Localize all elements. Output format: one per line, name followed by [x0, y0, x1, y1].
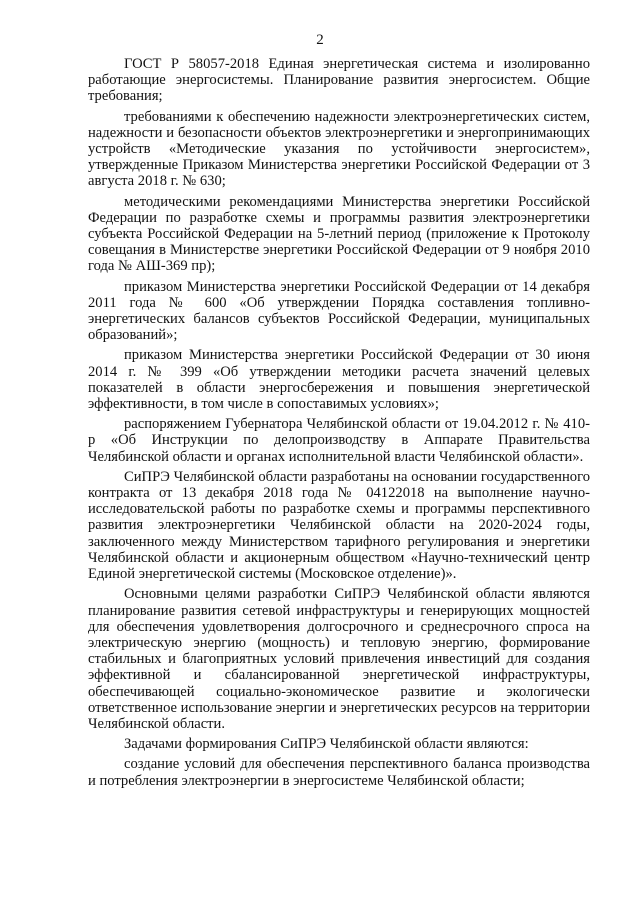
paragraph-contract: СиПРЭ Челябинской области разработаны на основании государственного контракта от 13 декабря 2018 года № 04122018 на выполнение научно-исследовательской работы по разработке схемы и программы перспективного развития электроэнергетики Челябинской области на 2020-2024 годы, заключенного между Министерством тарифного регулирования и энергетики Челябинской области и акционерным обществом «Научно-технический центр Единой энергетической системы (Московское отделение)». — [88, 468, 590, 583]
document-body — [88, 56, 590, 793]
page-number: 2 — [316, 32, 324, 48]
paragraph-task-balance: создание условий для обеспечения перспективного баланса производства и потребления электроэнергии в энергосистеме Челябинской области; — [88, 756, 590, 789]
paragraph-governor-order: распоряжением Губернатора Челябинской области от 19.04.2012 г. № 410-р «Об Инструкции по делопроизводству в Аппарате Правительства Челябинской области и органах исполнительной власти Челябинской области». — [88, 416, 590, 465]
paragraph-gost: ГОСТ Р 58057-2018 Единая энергетическая система и изолированно работающие энергосистемы. Планирование развития энергосистем. Общие требования; — [88, 56, 590, 105]
paragraph-reliability-requirements: требованиями к обеспечению надежности электроэнергетических систем, надежности и безопасности объектов электроэнергетики и энергопринимающих устройств «Методические указания по устойчивости энергосистем», утвержденные Приказом Министерства энергетики Российской Федерации от 3 августа 2018 г. № 630; — [88, 108, 590, 190]
paragraph-order-600: приказом Министерства энергетики Российской Федерации от 14 декабря 2011 года № 600 «Об утверждении Порядка составления топливно-энергетических балансов субъектов Российской Федерации, муниципальных образований»; — [88, 278, 590, 344]
paragraph-order-399: приказом Министерства энергетики Российской Федерации от 30 июня 2014 г. № 399 «Об утверждении методики расчета значений целевых показателей в области энергосбережения и повышения энергетической эффективности, в том числе в сопоставимых условиях»; — [88, 347, 590, 413]
paragraph-methodical-recommendations: методическими рекомендациями Министерства энергетики Российской Федерации по разработке схемы и программы развития электроэнергетики субъекта Российской Федерации на 5-летний период (приложение к Протоколу совещания в Министерстве энергетики Российской Федерации от 9 ноября 2010 года № АШ-369 пр); — [88, 193, 590, 275]
paragraph-tasks-intro: Задачами формирования СиПРЭ Челябинской области являются: — [124, 736, 529, 753]
paragraph-goals: Основными целями разработки СиПРЭ Челябинской области являются планирование развития сетевой инфраструктуры и генерирующих мощностей для обеспечения удовлетворения долгосрочного и среднесрочного спроса на электрическую энергию (мощность) и тепловую энергию, формирование стабильных и благоприятных условий привлечения инвестиций для создания эффективной и сбалансированной энергетической инфраструктуры, обеспечивающей социально-экономическое развитие и экологически ответственное использование энергии и энергетических ресурсов на территории Челябинской области. — [88, 586, 591, 732]
